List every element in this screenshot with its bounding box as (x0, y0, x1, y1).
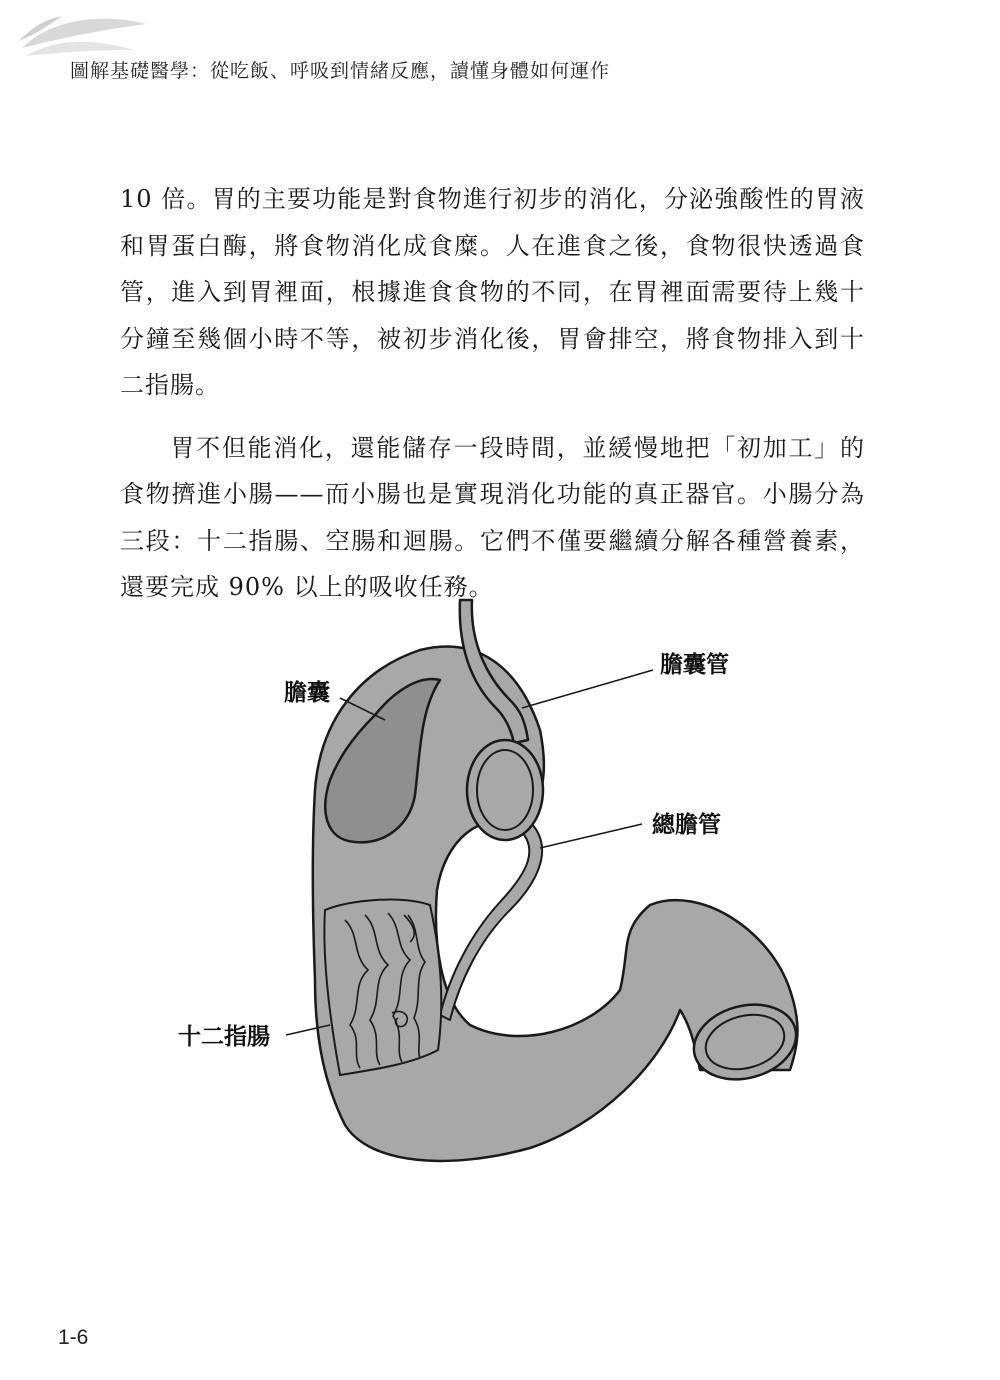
running-head: 圖解基礎醫學：從吃飯、呼吸到情緒反應，讀懂身體如何運作 (70, 60, 611, 82)
gallbladder-label: 膽囊 (284, 680, 330, 706)
body-text (120, 176, 865, 627)
common-bile-duct-shape (440, 820, 542, 1020)
duodenum-cutaway (324, 900, 441, 1075)
duodenum-diagram (0, 580, 1000, 1200)
cystic-duct-label: 膽囊管 (660, 652, 729, 678)
paragraph-1: 10 倍。胃的主要功能是對食物進行初步的消化，分泌強酸性的胃液和胃蛋白酶，將食物消化成食糜。人在進食之後，食物很快透過食管，進入到胃裡面，根據進食食物的不同，在胃裡面需要待上幾十分鐘至幾個小時不等，被初步消化後，胃會排空，將食物排入到十二指腸。 (120, 185, 865, 399)
duodenum-label: 十二指腸 (178, 1024, 270, 1050)
duct-opening-inner (477, 750, 533, 830)
common-bile-duct-label: 總膽管 (652, 812, 721, 838)
page-number: 1-6 (58, 1326, 89, 1349)
paragraph-2: 胃不但能消化，還能儲存一段時間，並緩慢地把「初加工」的食物擠進小腸——而小腸也是實現消化功能的真正器官。小腸分為三段：十二指腸、空腸和迴腸。它們不僅要繼續分解各種營養素，還要完成 90% 以上的吸收任務。 (120, 433, 865, 601)
